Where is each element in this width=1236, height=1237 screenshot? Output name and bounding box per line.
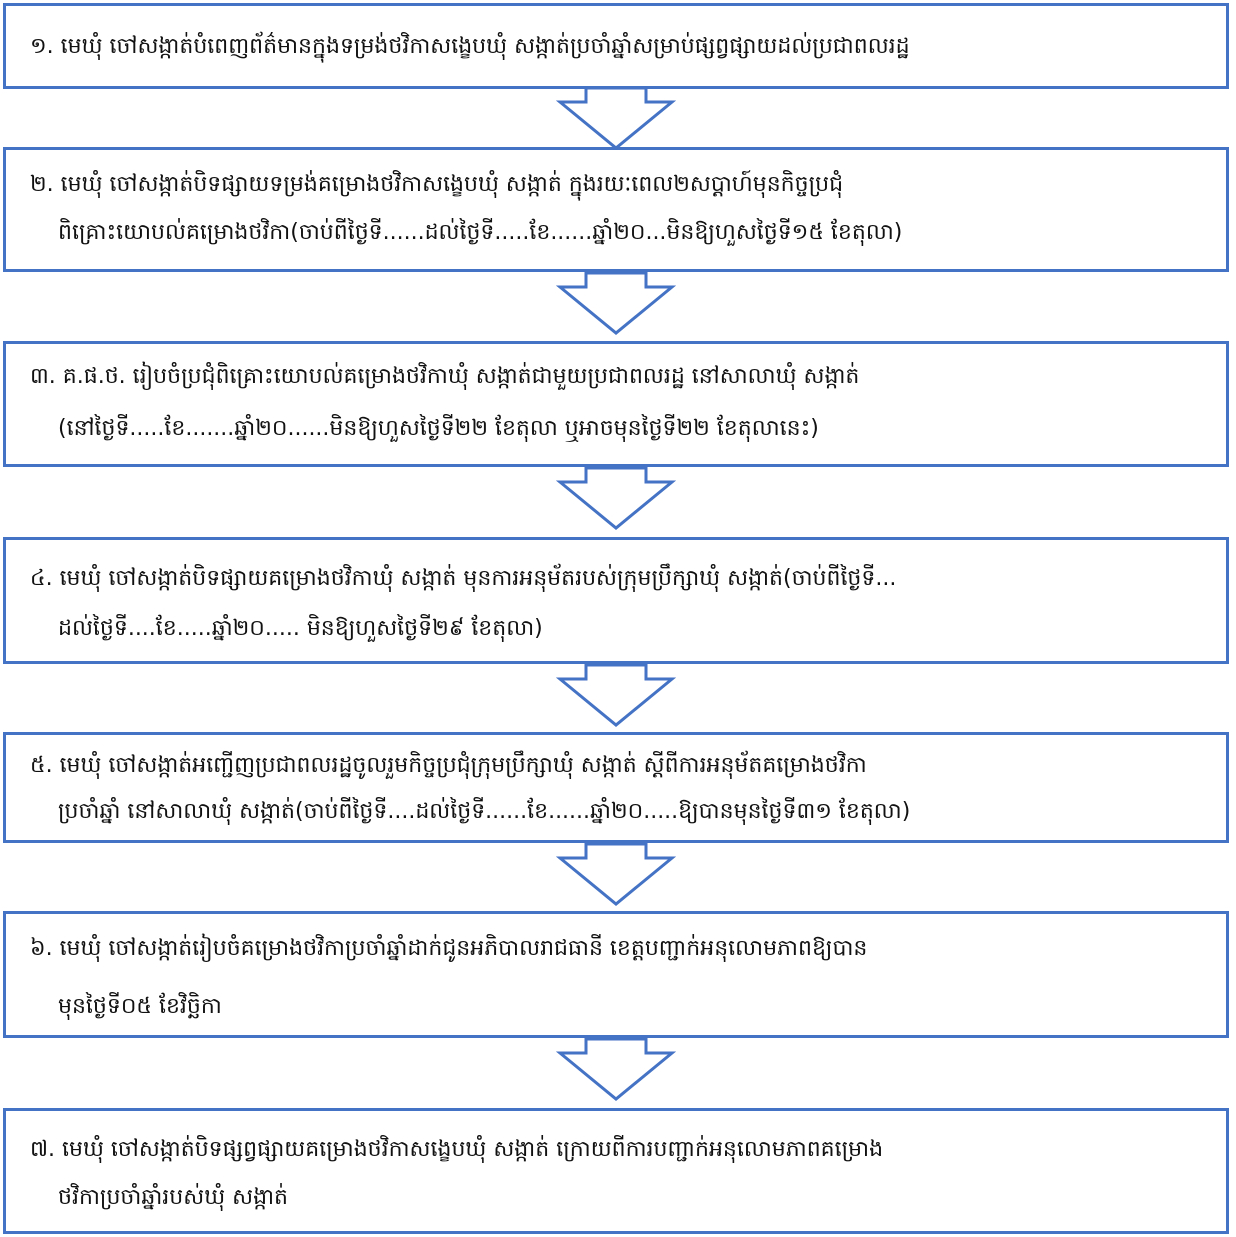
step-7-text-line1: ៧. មេឃុំ ចៅសង្កាត់បិទផ្សព្វផ្សាយគម្រោងថវិកាសង្ខេបឃុំ សង្កាត់ ក្រោយពីការបញ្ជាក់អនុលោមភាពគម្រោង [30, 1137, 884, 1162]
down-arrow-icon [556, 466, 676, 532]
down-arrow-icon [556, 842, 676, 908]
step-3-text-line2: (នៅថ្ងៃទី.....ខែ.......ឆ្នាំ២០......មិនឱ្យហួសថ្ងៃទី២២ ខែតុលា ឬអាចមុនថ្ងៃទី២២ ខែតុលានេះ) [58, 416, 819, 441]
down-arrow-icon [556, 1037, 676, 1103]
down-arrow-icon [556, 86, 676, 152]
step-4-text-line1: ៤. មេឃុំ ចៅសង្កាត់បិទផ្សាយគម្រោងថវិកាឃុំ សង្កាត់ មុនការអនុម័តរបស់ក្រុមប្រឹក្សាឃុំ សង្កាត់(ចាប់ពីថ្ងៃទី... [30, 566, 897, 591]
step-6-text-line2: មុនថ្ងៃទី០៥ ខែវិច្ឆិកា [58, 994, 222, 1019]
step-2-text-line1: ២. មេឃុំ ចៅសង្កាត់បិទផ្សាយទម្រង់គម្រោងថវិកាសង្ខេបឃុំ សង្កាត់ ក្នុងរយៈពេល២សប្តាហ៍មុនកិច្ចប្រជុំ [30, 172, 844, 197]
step-box-1 [3, 3, 1229, 89]
down-arrow-icon [556, 271, 676, 337]
step-box-6 [3, 911, 1229, 1038]
step-3-text-line1: ៣. គ.ផ.ថ. រៀបចំប្រជុំពិគ្រោះយោបល់គម្រោងថវិកាឃុំ សង្កាត់ជាមួយប្រជាពលរដ្ឋ នៅសាលាឃុំ សង្កាត់ [30, 364, 860, 389]
step-box-2 [3, 147, 1229, 272]
step-5-text-line1: ៥. មេឃុំ ចៅសង្កាត់អញ្ជើញប្រជាពលរដ្ឋចូលរួមកិច្ចប្រជុំក្រុមប្រឹក្សាឃុំ សង្កាត់ ស្តីពីការអនុម័តគម្រោងថវិកា [30, 753, 867, 778]
step-2-text-line2: ពិគ្រោះយោបល់គម្រោងថវិកា(ចាប់ពីថ្ងៃទី......ដល់ថ្ងៃទី.....ខែ......ឆ្នាំ២០...មិនឱ្យហួសថ្ងៃទី១៥ ខែតុលា) [58, 220, 903, 245]
step-5-text-line2: ប្រចាំឆ្នាំ នៅសាលាឃុំ សង្កាត់(ចាប់ពីថ្ងៃទី....ដល់ថ្ងៃទី......ខែ......ឆ្នាំ២០.....ឱ្យបានមុនថ្ងៃទី៣១ ខែតុលា) [58, 799, 911, 824]
down-arrow-icon [556, 663, 676, 729]
step-box-3 [3, 341, 1229, 467]
step-6-text-line1: ៦. មេឃុំ ចៅសង្កាត់រៀបចំគម្រោងថវិកាប្រចាំឆ្នាំដាក់ជូនអភិបាលរាជធានី ខេត្តបញ្ជាក់អនុលោមភាពឱ្យបាន [30, 936, 868, 961]
step-4-text-line2: ដល់ថ្ងៃទី....ខែ.....ឆ្នាំ២០..... មិនឱ្យហួសថ្ងៃទី២៩ ខែតុលា) [58, 616, 543, 641]
step-7-text-line2: ថវិកាប្រចាំឆ្នាំរបស់ឃុំ សង្កាត់ [58, 1185, 289, 1210]
step-box-4 [3, 537, 1229, 664]
step-box-7 [3, 1108, 1229, 1234]
step-1-text: ១. មេឃុំ ចៅសង្កាត់បំពេញព័ត៌មានក្នុងទម្រង់ថវិកាសង្ខេបឃុំ សង្កាត់ប្រចាំឆ្នាំសម្រាប់ផ្សព្វផ្សាយដល់ប្រជាពលរដ្ឋ [30, 34, 910, 59]
step-box-5 [3, 732, 1229, 843]
